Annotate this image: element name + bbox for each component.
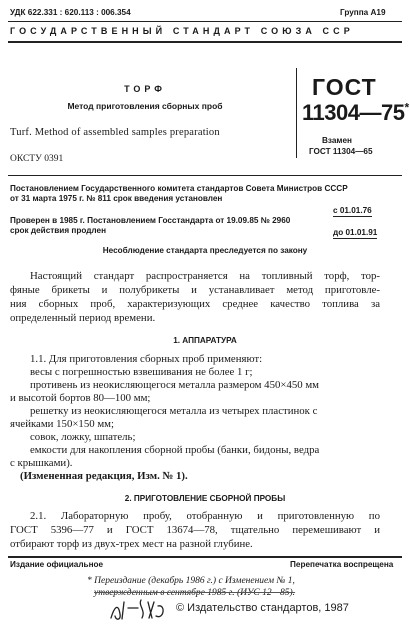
section-1-line-7: совок, ложку, шпатель; bbox=[30, 431, 136, 443]
reissue-note-1: * Переиздание (декабрь 1986 г.) с Изменением № 1, bbox=[87, 576, 295, 586]
replaces-value: ГОСТ 11304—65 bbox=[309, 147, 373, 156]
section-2-line-2: ГОСТ 5396—77 и ГОСТ 13674—78, тщательно перемешивают и bbox=[10, 524, 380, 536]
decree-line-2: от 31 марта 1975 г. № 811 срок введения установлен bbox=[10, 194, 223, 203]
header-rule-top bbox=[8, 21, 402, 22]
reissue-note-2: утвержденным в сентябре 1985 г. (ИУС 12—85). bbox=[94, 588, 296, 598]
intro-line-4: определенный период времени. bbox=[10, 312, 156, 324]
reprint-notice: Перепечатка воспрещена bbox=[290, 560, 394, 569]
title-rule bbox=[8, 175, 402, 176]
official-edition: Издание официальное bbox=[10, 560, 104, 569]
section-1-line-5: решетку из неокисляющегося металла из четырех пластинок с bbox=[30, 405, 318, 417]
section-1-heading: 1. АППАРАТУРА bbox=[173, 336, 237, 345]
section-1-line-4: и высотой бортов 80—100 мм; bbox=[10, 392, 151, 404]
title-divider bbox=[296, 68, 298, 158]
section-1-line-1: 1.1. Для приготовления сборных проб применяют: bbox=[30, 353, 263, 365]
section-1-line-8: емкости для накопления сборной пробы (банки, бидоны, ведра bbox=[30, 444, 320, 456]
copyright: © Издательство стандартов, 1987 bbox=[176, 602, 349, 614]
header-rule-bottom bbox=[8, 41, 402, 43]
prosecution-notice: Несоблюдение стандарта преследуется по закону bbox=[102, 246, 308, 255]
intro-line-3: ния сборных проб, характеризующих среднее качество топлива за bbox=[10, 298, 380, 310]
section-1-line-6: ячейками 150×150 мм; bbox=[10, 418, 114, 430]
group-code: Группа А19 bbox=[340, 8, 386, 17]
intro-line-1: Настоящий стандарт распространяется на топливный торф, тор- bbox=[30, 270, 380, 282]
udk-code: УДК 622.331 : 620.113 : 006.354 bbox=[10, 8, 131, 17]
gost-label: ГОСТ bbox=[312, 74, 377, 100]
intro-date: с 01.01.76 bbox=[333, 206, 372, 215]
okstu-code: ОКСТУ 0391 bbox=[10, 154, 64, 164]
checked-line-2: срок действия продлен bbox=[10, 226, 107, 235]
section-1-line-3: противень из неокисляющегося металла размером 450×450 мм bbox=[30, 379, 320, 391]
signature-scrawl-icon bbox=[108, 594, 168, 624]
handwritten-signature bbox=[108, 594, 168, 624]
section-2-line-1: 2.1. Лабораторную пробу, отобранную и приготовленную по bbox=[30, 510, 380, 522]
organization-title: ГОСУДАРСТВЕННЫЙ СТАНДАРТ СОЮЗА ССР bbox=[10, 26, 354, 36]
checked-line-1: Проверен в 1985 г. Постановлением Госстандарта от 19.09.85 № 2960 bbox=[10, 216, 291, 225]
replaces-label: Взамен bbox=[322, 136, 352, 145]
document-title: ТОРФ bbox=[124, 84, 166, 94]
decree-line-1: Постановлением Государственного комитета стандартов Совета Министров СССР bbox=[10, 184, 348, 193]
gost-star: * bbox=[404, 100, 409, 115]
section-2-heading: 2. ПРИГОТОВЛЕНИЕ СБОРНОЙ ПРОБЫ bbox=[124, 494, 286, 503]
document-subtitle: Метод приготовления сборных проб bbox=[67, 101, 223, 111]
gost-number-text: 11304—75 bbox=[302, 100, 405, 125]
until-date: до 01.01.91 bbox=[333, 228, 378, 237]
footer-rule bbox=[8, 556, 402, 558]
section-1-line-2: весы с погрешностью взвешивания не более 1 г; bbox=[30, 366, 253, 378]
gost-number bbox=[302, 100, 409, 126]
section-2-line-3: отбирают торф из двух-трех мест на разной глубине. bbox=[10, 538, 253, 550]
section-1-line-9: с крышками). bbox=[10, 457, 73, 469]
english-title: Turf. Method of assembled samples preparation bbox=[10, 127, 220, 138]
section-1-edition: (Измененная редакция, Изм. № 1). bbox=[20, 470, 188, 482]
intro-line-2: фяные брикеты и полубрикеты и устанавливает метод приготовле- bbox=[10, 284, 380, 296]
